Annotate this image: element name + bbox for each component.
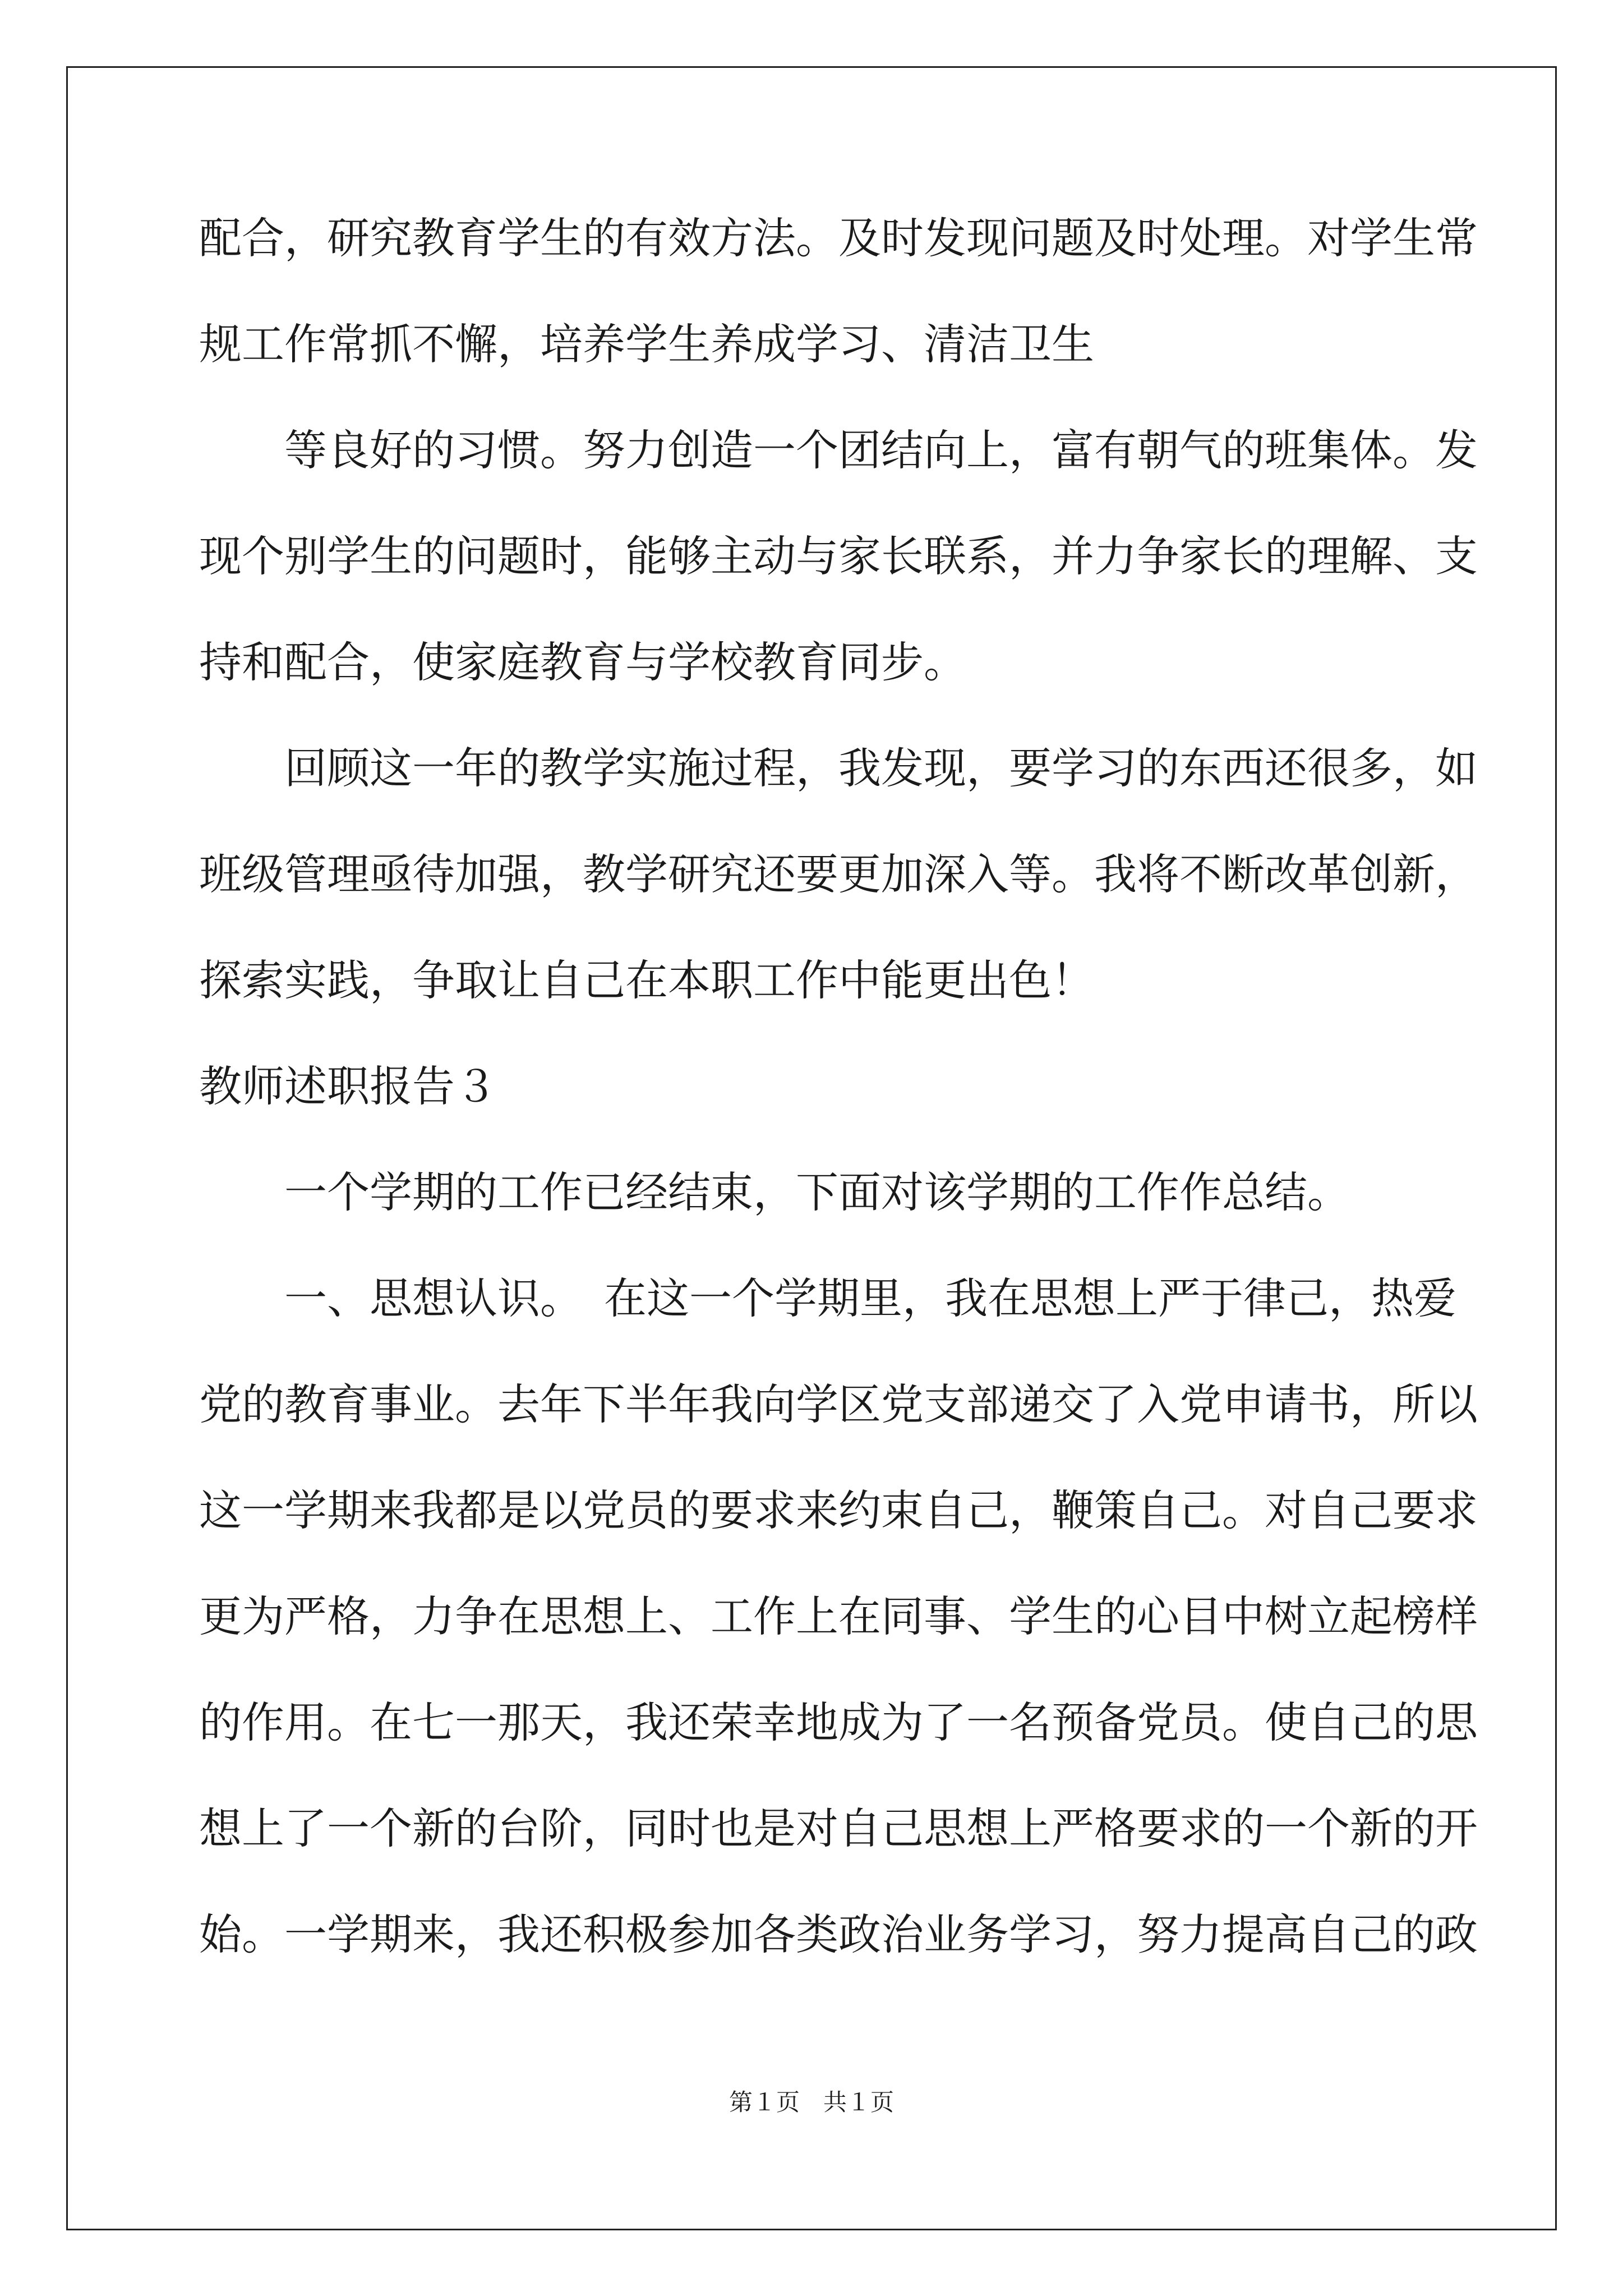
- body-line: 探索实践，争取让自己在本职工作中能更出色！: [199, 955, 1094, 1005]
- page-footer: 第１页 共１页: [728, 2088, 894, 2116]
- body-line: 想上了一个新的台阶，同时也是对自己思想上严格要求的一个新的开: [199, 1803, 1478, 1853]
- body-line: 现个别学生的问题时，能够主动与家长联系，并力争家长的理解、支: [199, 531, 1478, 581]
- body-line: 班级管理亟待加强，教学研究还要更加深入等。我将不断改革创新，: [199, 849, 1478, 899]
- body-line: 这一学期来我都是以党员的要求来约束自己，鞭策自己。对自己要求: [199, 1485, 1478, 1535]
- body-line: 始。一学期来，我还积极参加各类政治业务学习，努力提高自己的政: [199, 1910, 1478, 1959]
- body-line: 配合，研究教育学生的有效方法。及时发现问题及时处理。对学生常: [199, 213, 1478, 263]
- paragraph-start-line: 回顾这一年的教学实施过程，我发现，要学习的东西还很多，如: [284, 743, 1478, 793]
- document-body: [199, 202, 1478, 2004]
- section-heading: 教师述职报告３: [199, 1061, 497, 1111]
- paragraph-start-line: 一、思想认识。 在这一个学期里，我在思想上严于律己，热爱: [284, 1273, 1456, 1323]
- body-line: 更为严格，力争在思想上、工作上在同事、学生的心目中树立起榜样: [199, 1591, 1478, 1641]
- body-line: 的作用。在七一那天，我还荣幸地成为了一名预备党员。使自己的思: [199, 1697, 1478, 1747]
- body-line: 持和配合，使家庭教育与学校教育同步。: [199, 637, 966, 687]
- paragraph-start-line: 等良好的习惯。努力创造一个团结向上，富有朝气的班集体。发: [284, 425, 1478, 475]
- body-line: 规工作常抓不懈，培养学生养成学习、清洁卫生: [199, 319, 1094, 369]
- body-line: 党的教育事业。去年下半年我向学区党支部递交了入党申请书，所以: [199, 1379, 1478, 1429]
- paragraph-start-line: 一个学期的工作已经结束，下面对该学期的工作作总结。: [284, 1167, 1350, 1217]
